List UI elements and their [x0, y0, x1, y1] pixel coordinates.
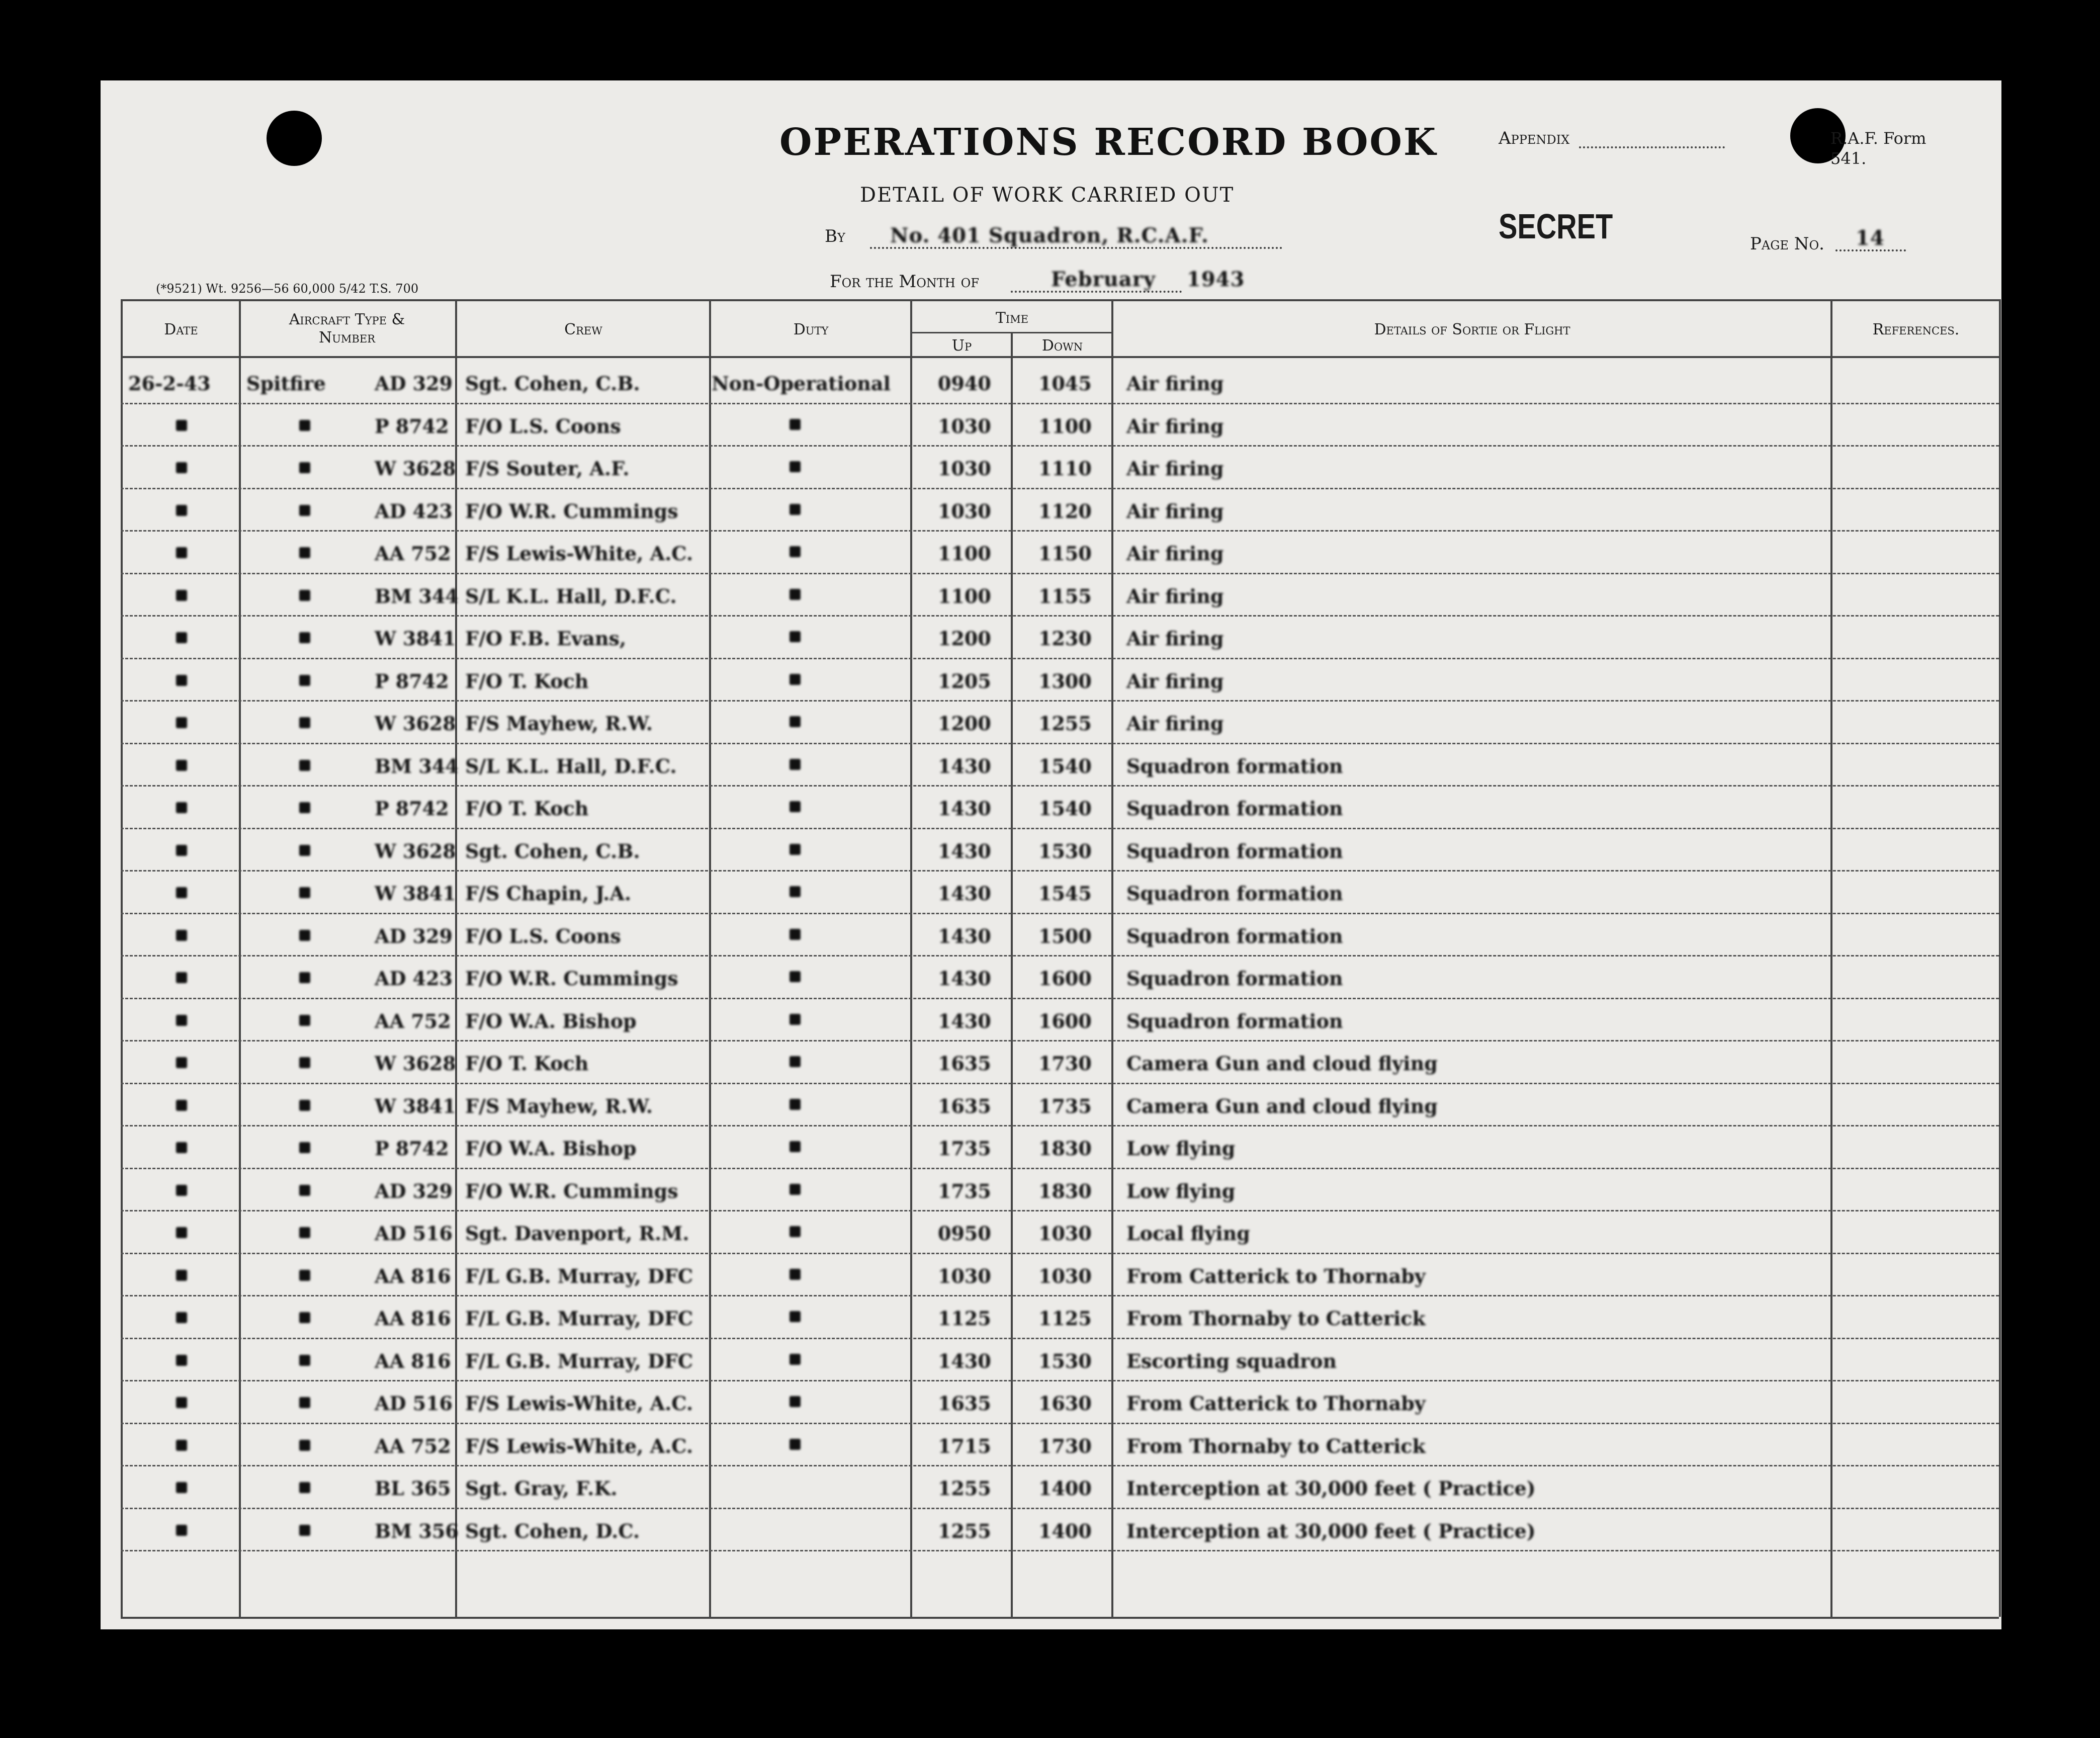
row-rule — [121, 700, 1999, 702]
date-ditto-mark — [176, 1355, 187, 1366]
appendix-field — [1579, 128, 1725, 148]
type-ditto-mark — [299, 420, 310, 431]
cell-crew: Sgt. Gray, F.K. — [465, 1477, 618, 1500]
page-title: OPERATIONS RECORD BOOK — [779, 121, 1438, 164]
cell-aircraft-number: P 8742 — [375, 669, 449, 692]
cell-time-up: 1125 — [938, 1307, 991, 1330]
cell-aircraft-number: AD 516 — [375, 1222, 453, 1245]
punch-hole — [267, 111, 322, 166]
row-rule — [121, 998, 1999, 999]
cell-details: Escorting squadron — [1126, 1349, 1337, 1372]
cell-crew: F/L G.B. Murray, DFC — [465, 1264, 693, 1287]
date-ditto-mark — [176, 1525, 187, 1536]
col-up: Up — [951, 337, 972, 355]
type-ditto-mark — [299, 1270, 310, 1281]
cell-aircraft-type: Spitfire — [246, 372, 326, 395]
cell-details: Air firing — [1126, 669, 1224, 692]
cell-time-down: 1255 — [1038, 712, 1092, 735]
cell-crew: F/O L.S. Coons — [465, 414, 621, 438]
type-ditto-mark — [299, 1355, 310, 1366]
cell-aircraft-number: AD 329 — [375, 372, 453, 395]
cell-details: Low flying — [1126, 1137, 1236, 1160]
cell-crew: F/O T. Koch — [465, 1052, 589, 1075]
cell-time-up: 1430 — [938, 797, 991, 820]
cell-time-up: 1430 — [938, 754, 991, 777]
type-ditto-mark — [299, 1185, 310, 1196]
cell-aircraft-number: W 3628 — [375, 1052, 456, 1075]
cell-details: From Thornaby to Catterick — [1126, 1434, 1426, 1457]
row-rule — [121, 403, 1999, 404]
duty-ditto-mark — [790, 546, 801, 557]
table-bottom-rule — [121, 1617, 1999, 1619]
cell-time-up: 1635 — [938, 1094, 991, 1117]
type-ditto-mark — [299, 1525, 310, 1536]
cell-details: Squadron formation — [1126, 754, 1343, 777]
duty-ditto-mark — [790, 1396, 801, 1407]
page-field — [1835, 226, 1906, 251]
form-number: R.A.F. Form 541. — [1830, 129, 1927, 168]
date-ditto-mark — [176, 1015, 187, 1026]
by-value: No. 401 Squadron, R.C.A.F. — [890, 224, 1209, 247]
cell-details: Low flying — [1126, 1179, 1236, 1202]
row-rule — [121, 1508, 1999, 1509]
cell-details: Air firing — [1126, 457, 1224, 480]
row-rule — [121, 1040, 1999, 1041]
cell-time-down: 1030 — [1038, 1264, 1092, 1287]
row-rule — [121, 658, 1999, 659]
col-rule — [455, 299, 457, 1617]
date-ditto-mark — [176, 632, 187, 643]
cell-aircraft-number: BM 344 — [375, 754, 459, 777]
duty-ditto-mark — [790, 844, 801, 855]
cell-aircraft-number: P 8742 — [375, 797, 449, 820]
cell-crew: F/O W.R. Cummings — [465, 1179, 678, 1202]
duty-ditto-mark — [790, 1014, 801, 1025]
date-ditto-mark — [176, 1057, 187, 1068]
cell-time-up: 1030 — [938, 1264, 991, 1287]
cell-crew: S/L K.L. Hall, D.F.C. — [465, 754, 677, 777]
cell-details: Squadron formation — [1126, 1009, 1343, 1032]
cell-crew: Sgt. Cohen, D.C. — [465, 1519, 640, 1542]
cell-crew: Sgt. Cohen, C.B. — [465, 372, 640, 395]
page-label: Page No. — [1750, 234, 1824, 254]
date-ditto-mark — [176, 1440, 187, 1451]
col-time: Time — [995, 309, 1029, 327]
cell-aircraft-number: W 3841 — [375, 882, 456, 905]
cell-time-down: 1630 — [1038, 1392, 1092, 1415]
cell-crew: F/O W.R. Cummings — [465, 967, 678, 990]
row-rule — [121, 1168, 1999, 1169]
duty-ditto-mark — [790, 1269, 801, 1280]
cell-details: Squadron formation — [1126, 924, 1343, 947]
cell-time-up: 1205 — [938, 669, 991, 692]
cell-time-down: 1100 — [1038, 414, 1092, 438]
col-rule — [121, 299, 123, 1617]
cell-time-down: 1735 — [1038, 1094, 1092, 1117]
cell-aircraft-number: BM 356 — [375, 1519, 459, 1542]
duty-ditto-mark — [790, 589, 801, 600]
type-ditto-mark — [299, 505, 310, 516]
cell-crew: F/S Lewis-White, A.C. — [465, 542, 693, 565]
cell-time-up: 1735 — [938, 1179, 991, 1202]
duty-ditto-mark — [790, 1354, 801, 1365]
cell-aircraft-number: W 3841 — [375, 1094, 456, 1117]
type-ditto-mark — [299, 632, 310, 643]
col-references: References. — [1872, 321, 1960, 338]
year-value: 1943 — [1187, 268, 1245, 291]
row-rule — [121, 615, 1999, 617]
cell-time-down: 1830 — [1038, 1137, 1092, 1160]
duty-ditto-mark — [790, 886, 801, 897]
cell-time-up: 1635 — [938, 1392, 991, 1415]
type-ditto-mark — [299, 462, 310, 473]
cell-time-down: 1230 — [1038, 627, 1092, 650]
date-ditto-mark — [176, 1482, 187, 1493]
cell-details: Squadron formation — [1126, 967, 1343, 990]
date-ditto-mark — [176, 675, 187, 686]
cell-time-down: 1120 — [1038, 499, 1092, 523]
date-ditto-mark — [176, 717, 187, 728]
cell-time-down: 1600 — [1038, 967, 1092, 990]
duty-ditto-mark — [790, 716, 801, 727]
cell-crew: F/O T. Koch — [465, 669, 589, 692]
col-rule — [239, 299, 241, 1617]
cell-details: Squadron formation — [1126, 839, 1343, 862]
type-ditto-mark — [299, 930, 310, 941]
cell-crew: F/S Mayhew, R.W. — [465, 712, 653, 735]
row-rule — [121, 1550, 1999, 1551]
cell-time-up: 1430 — [938, 882, 991, 905]
cell-time-down: 1500 — [1038, 924, 1092, 947]
cell-aircraft-number: BM 344 — [375, 584, 459, 607]
col-rule — [709, 299, 711, 1617]
duty-ditto-mark — [790, 759, 801, 770]
row-rule — [121, 488, 1999, 489]
cell-time-up: 1200 — [938, 627, 991, 650]
cell-time-down: 1045 — [1038, 372, 1092, 395]
cell-time-up: 1430 — [938, 1349, 991, 1372]
cell-time-up: 1715 — [938, 1434, 991, 1457]
type-ditto-mark — [299, 1142, 310, 1153]
cell-crew: F/O T. Koch — [465, 797, 589, 820]
date-ditto-mark — [176, 462, 187, 473]
cell-aircraft-number: W 3628 — [375, 457, 456, 480]
cell-crew: F/L G.B. Murray, DFC — [465, 1307, 693, 1330]
cell-crew: F/O W.R. Cummings — [465, 499, 678, 523]
header-bottom-rule — [121, 356, 1999, 358]
date-ditto-mark — [176, 802, 187, 813]
duty-ditto-mark — [790, 1184, 801, 1195]
type-ditto-mark — [299, 1227, 310, 1238]
duty-ditto-mark — [790, 631, 801, 642]
duty-ditto-mark — [790, 419, 801, 430]
cell-crew: F/O F.B. Evans, — [465, 627, 627, 650]
row-rule — [121, 1423, 1999, 1424]
cell-crew: S/L K.L. Hall, D.F.C. — [465, 584, 677, 607]
duty-ditto-mark — [790, 461, 801, 472]
cell-time-down: 1730 — [1038, 1434, 1092, 1457]
type-ditto-mark — [299, 1482, 310, 1493]
type-ditto-mark — [299, 1015, 310, 1026]
date-ditto-mark — [176, 760, 187, 771]
cell-details: Interception at 30,000 feet ( Practice) — [1126, 1519, 1536, 1542]
type-ditto-mark — [299, 1397, 310, 1408]
cell-details: From Catterick to Thornaby — [1126, 1264, 1426, 1287]
col-details: Details of Sortie or Flight — [1374, 321, 1570, 338]
date-ditto-mark — [176, 1397, 187, 1408]
cell-details: Camera Gun and cloud flying — [1126, 1052, 1438, 1075]
cell-aircraft-number: W 3841 — [375, 627, 456, 650]
cell-aircraft-number: W 3628 — [375, 839, 456, 862]
cell-aircraft-number: P 8742 — [375, 414, 449, 438]
cell-time-up: 1430 — [938, 967, 991, 990]
cell-details: Air firing — [1126, 627, 1224, 650]
row-rule — [121, 785, 1999, 787]
duty-ditto-mark — [790, 1099, 801, 1110]
cell-crew: Sgt. Cohen, C.B. — [465, 839, 640, 862]
appendix-label: Appendix — [1499, 128, 1570, 148]
type-ditto-mark — [299, 590, 310, 601]
row-rule — [121, 1338, 1999, 1339]
type-ditto-mark — [299, 1100, 310, 1111]
row-rule — [121, 913, 1999, 914]
cell-details: Local flying — [1126, 1222, 1250, 1245]
cell-time-up: 1100 — [938, 542, 991, 565]
col-duty: Duty — [793, 321, 829, 338]
type-ditto-mark — [299, 675, 310, 686]
cell-crew: F/S Chapin, J.A. — [465, 882, 632, 905]
row-rule — [121, 1380, 1999, 1381]
row-rule — [121, 1083, 1999, 1084]
cell-crew: F/S Souter, A.F. — [465, 457, 630, 480]
cell-time-down: 1540 — [1038, 797, 1092, 820]
row-rule — [121, 1465, 1999, 1466]
row-rule — [121, 1253, 1999, 1254]
cell-time-up: 1635 — [938, 1052, 991, 1075]
row-rule — [121, 828, 1999, 829]
row-rule — [121, 1295, 1999, 1296]
month-label: For the Month of — [830, 272, 979, 292]
month-value: February — [1051, 268, 1156, 291]
cell-details: Air firing — [1126, 542, 1224, 565]
cell-time-up: 1100 — [938, 584, 991, 607]
type-ditto-mark — [299, 760, 310, 771]
type-ditto-mark — [299, 802, 310, 813]
date-ditto-mark — [176, 505, 187, 516]
row-rule — [121, 955, 1999, 957]
cell-time-up: 1735 — [938, 1137, 991, 1160]
cell-time-up: 1030 — [938, 499, 991, 523]
table-top-rule — [121, 299, 1999, 301]
cell-time-up: 1255 — [938, 1519, 991, 1542]
cell-details: Squadron formation — [1126, 797, 1343, 820]
duty-ditto-mark — [790, 801, 801, 812]
date-ditto-mark — [176, 1227, 187, 1238]
date-ditto-mark — [176, 972, 187, 983]
row-rule — [121, 573, 1999, 574]
duty-ditto-mark — [790, 1056, 801, 1067]
cell-crew: F/S Mayhew, R.W. — [465, 1094, 653, 1117]
cell-duty: Non-Operational — [712, 372, 891, 395]
date-ditto-mark — [176, 1312, 187, 1323]
cell-aircraft-number: AA 752 — [375, 1434, 451, 1457]
month-field — [1011, 268, 1182, 293]
cell-time-down: 1545 — [1038, 882, 1092, 905]
cell-aircraft-number: AD 329 — [375, 1179, 453, 1202]
cell-crew: Sgt. Davenport, R.M. — [465, 1222, 689, 1245]
secret-stamp: SECRET — [1499, 207, 1613, 246]
date-ditto-mark — [176, 547, 187, 558]
row-rule — [121, 743, 1999, 744]
cell-aircraft-number: P 8742 — [375, 1137, 449, 1160]
cell-time-down: 1300 — [1038, 669, 1092, 692]
cell-crew: F/O L.S. Coons — [465, 924, 621, 947]
cell-details: Interception at 30,000 feet ( Practice) — [1126, 1477, 1536, 1500]
cell-time-up: 1030 — [938, 414, 991, 438]
col-rule — [1830, 299, 1832, 1617]
date-ditto-mark — [176, 845, 187, 856]
row-rule — [121, 445, 1999, 447]
by-field — [870, 224, 1282, 249]
type-ditto-mark — [299, 1440, 310, 1451]
duty-ditto-mark — [790, 1141, 801, 1152]
col-date: Date — [164, 321, 198, 338]
cell-time-up: 1255 — [938, 1477, 991, 1500]
cell-time-down: 1030 — [1038, 1222, 1092, 1245]
cell-details: Squadron formation — [1126, 882, 1343, 905]
cell-crew: F/L G.B. Murray, DFC — [465, 1349, 693, 1372]
cell-time-up: 0950 — [938, 1222, 991, 1245]
duty-ditto-mark — [790, 1311, 801, 1322]
col-aircraft: Aircraft Type & Number — [289, 311, 405, 346]
cell-time-up: 1430 — [938, 839, 991, 862]
cell-time-up: 1430 — [938, 1009, 991, 1032]
form-sheet — [101, 80, 2001, 1629]
cell-time-down: 1600 — [1038, 1009, 1092, 1032]
cell-time-down: 1125 — [1038, 1307, 1092, 1330]
date-ditto-mark — [176, 1142, 187, 1153]
row-rule — [121, 530, 1999, 532]
type-ditto-mark — [299, 1312, 310, 1323]
cell-details: Camera Gun and cloud flying — [1126, 1094, 1438, 1117]
cell-crew: F/O W.A. Bishop — [465, 1137, 637, 1160]
type-ditto-mark — [299, 547, 310, 558]
cell-time-down: 1155 — [1038, 584, 1092, 607]
col-rule — [1111, 299, 1113, 1617]
row-rule — [121, 1125, 1999, 1126]
cell-time-down: 1530 — [1038, 1349, 1092, 1372]
cell-aircraft-number: AA 816 — [375, 1349, 451, 1372]
cell-details: From Thornaby to Catterick — [1126, 1307, 1426, 1330]
duty-ditto-mark — [790, 929, 801, 940]
cell-aircraft-number: AD 423 — [375, 499, 453, 523]
type-ditto-mark — [299, 845, 310, 856]
cell-aircraft-number: W 3628 — [375, 712, 456, 735]
cell-crew: F/O W.A. Bishop — [465, 1009, 637, 1032]
type-ditto-mark — [299, 972, 310, 983]
cell-time-up: 1200 — [938, 712, 991, 735]
col-rule — [1011, 332, 1013, 1617]
cell-time-down: 1400 — [1038, 1477, 1092, 1500]
cell-details: Air firing — [1126, 414, 1224, 438]
col-rule — [910, 299, 912, 1617]
date-ditto-mark — [176, 887, 187, 898]
cell-crew: F/S Lewis-White, A.C. — [465, 1392, 693, 1415]
date-ditto-mark — [176, 420, 187, 431]
cell-crew: F/S Lewis-White, A.C. — [465, 1434, 693, 1457]
type-ditto-mark — [299, 1057, 310, 1068]
subtitle: DETAIL OF WORK CARRIED OUT — [860, 184, 1235, 207]
col-rule — [1999, 299, 2001, 1617]
cell-details: Air firing — [1126, 372, 1224, 395]
cell-date: 26-2-43 — [128, 372, 211, 395]
cell-details: Air firing — [1126, 584, 1224, 607]
cell-aircraft-number: AA 752 — [375, 542, 451, 565]
duty-ditto-mark — [790, 971, 801, 982]
cell-time-down: 1530 — [1038, 839, 1092, 862]
col-down: Down — [1041, 337, 1083, 355]
page-value: 14 — [1856, 226, 1885, 250]
print-code: (*9521) Wt. 9256—56 60,000 5/42 T.S. 700 — [156, 282, 419, 296]
cell-aircraft-number: AD 423 — [375, 967, 453, 990]
cell-time-down: 1110 — [1038, 457, 1092, 480]
cell-time-up: 0940 — [938, 372, 991, 395]
date-ditto-mark — [176, 1185, 187, 1196]
cell-aircraft-number: BL 365 — [375, 1477, 451, 1500]
cell-time-down: 1400 — [1038, 1519, 1092, 1542]
cell-aircraft-number: AD 329 — [375, 924, 453, 947]
col-crew: Crew — [564, 321, 602, 338]
date-ditto-mark — [176, 590, 187, 601]
cell-time-up: 1030 — [938, 457, 991, 480]
cell-time-down: 1540 — [1038, 754, 1092, 777]
cell-details: Air firing — [1126, 712, 1224, 735]
duty-ditto-mark — [790, 1439, 801, 1450]
date-ditto-mark — [176, 1270, 187, 1281]
type-ditto-mark — [299, 887, 310, 898]
date-ditto-mark — [176, 1100, 187, 1111]
type-ditto-mark — [299, 717, 310, 728]
row-rule — [121, 1210, 1999, 1211]
duty-ditto-mark — [790, 1226, 801, 1237]
cell-time-down: 1730 — [1038, 1052, 1092, 1075]
cell-aircraft-number: AD 516 — [375, 1392, 453, 1415]
cell-details: From Catterick to Thornaby — [1126, 1392, 1426, 1415]
cell-time-down: 1150 — [1038, 542, 1092, 565]
duty-ditto-mark — [790, 674, 801, 685]
cell-time-down: 1830 — [1038, 1179, 1092, 1202]
cell-details: Air firing — [1126, 499, 1224, 523]
cell-aircraft-number: AA 816 — [375, 1264, 451, 1287]
cell-aircraft-number: AA 816 — [375, 1307, 451, 1330]
cell-aircraft-number: AA 752 — [375, 1009, 451, 1032]
date-ditto-mark — [176, 930, 187, 941]
by-label: By — [825, 226, 845, 246]
row-rule — [121, 870, 1999, 872]
cell-time-up: 1430 — [938, 924, 991, 947]
duty-ditto-mark — [790, 504, 801, 515]
